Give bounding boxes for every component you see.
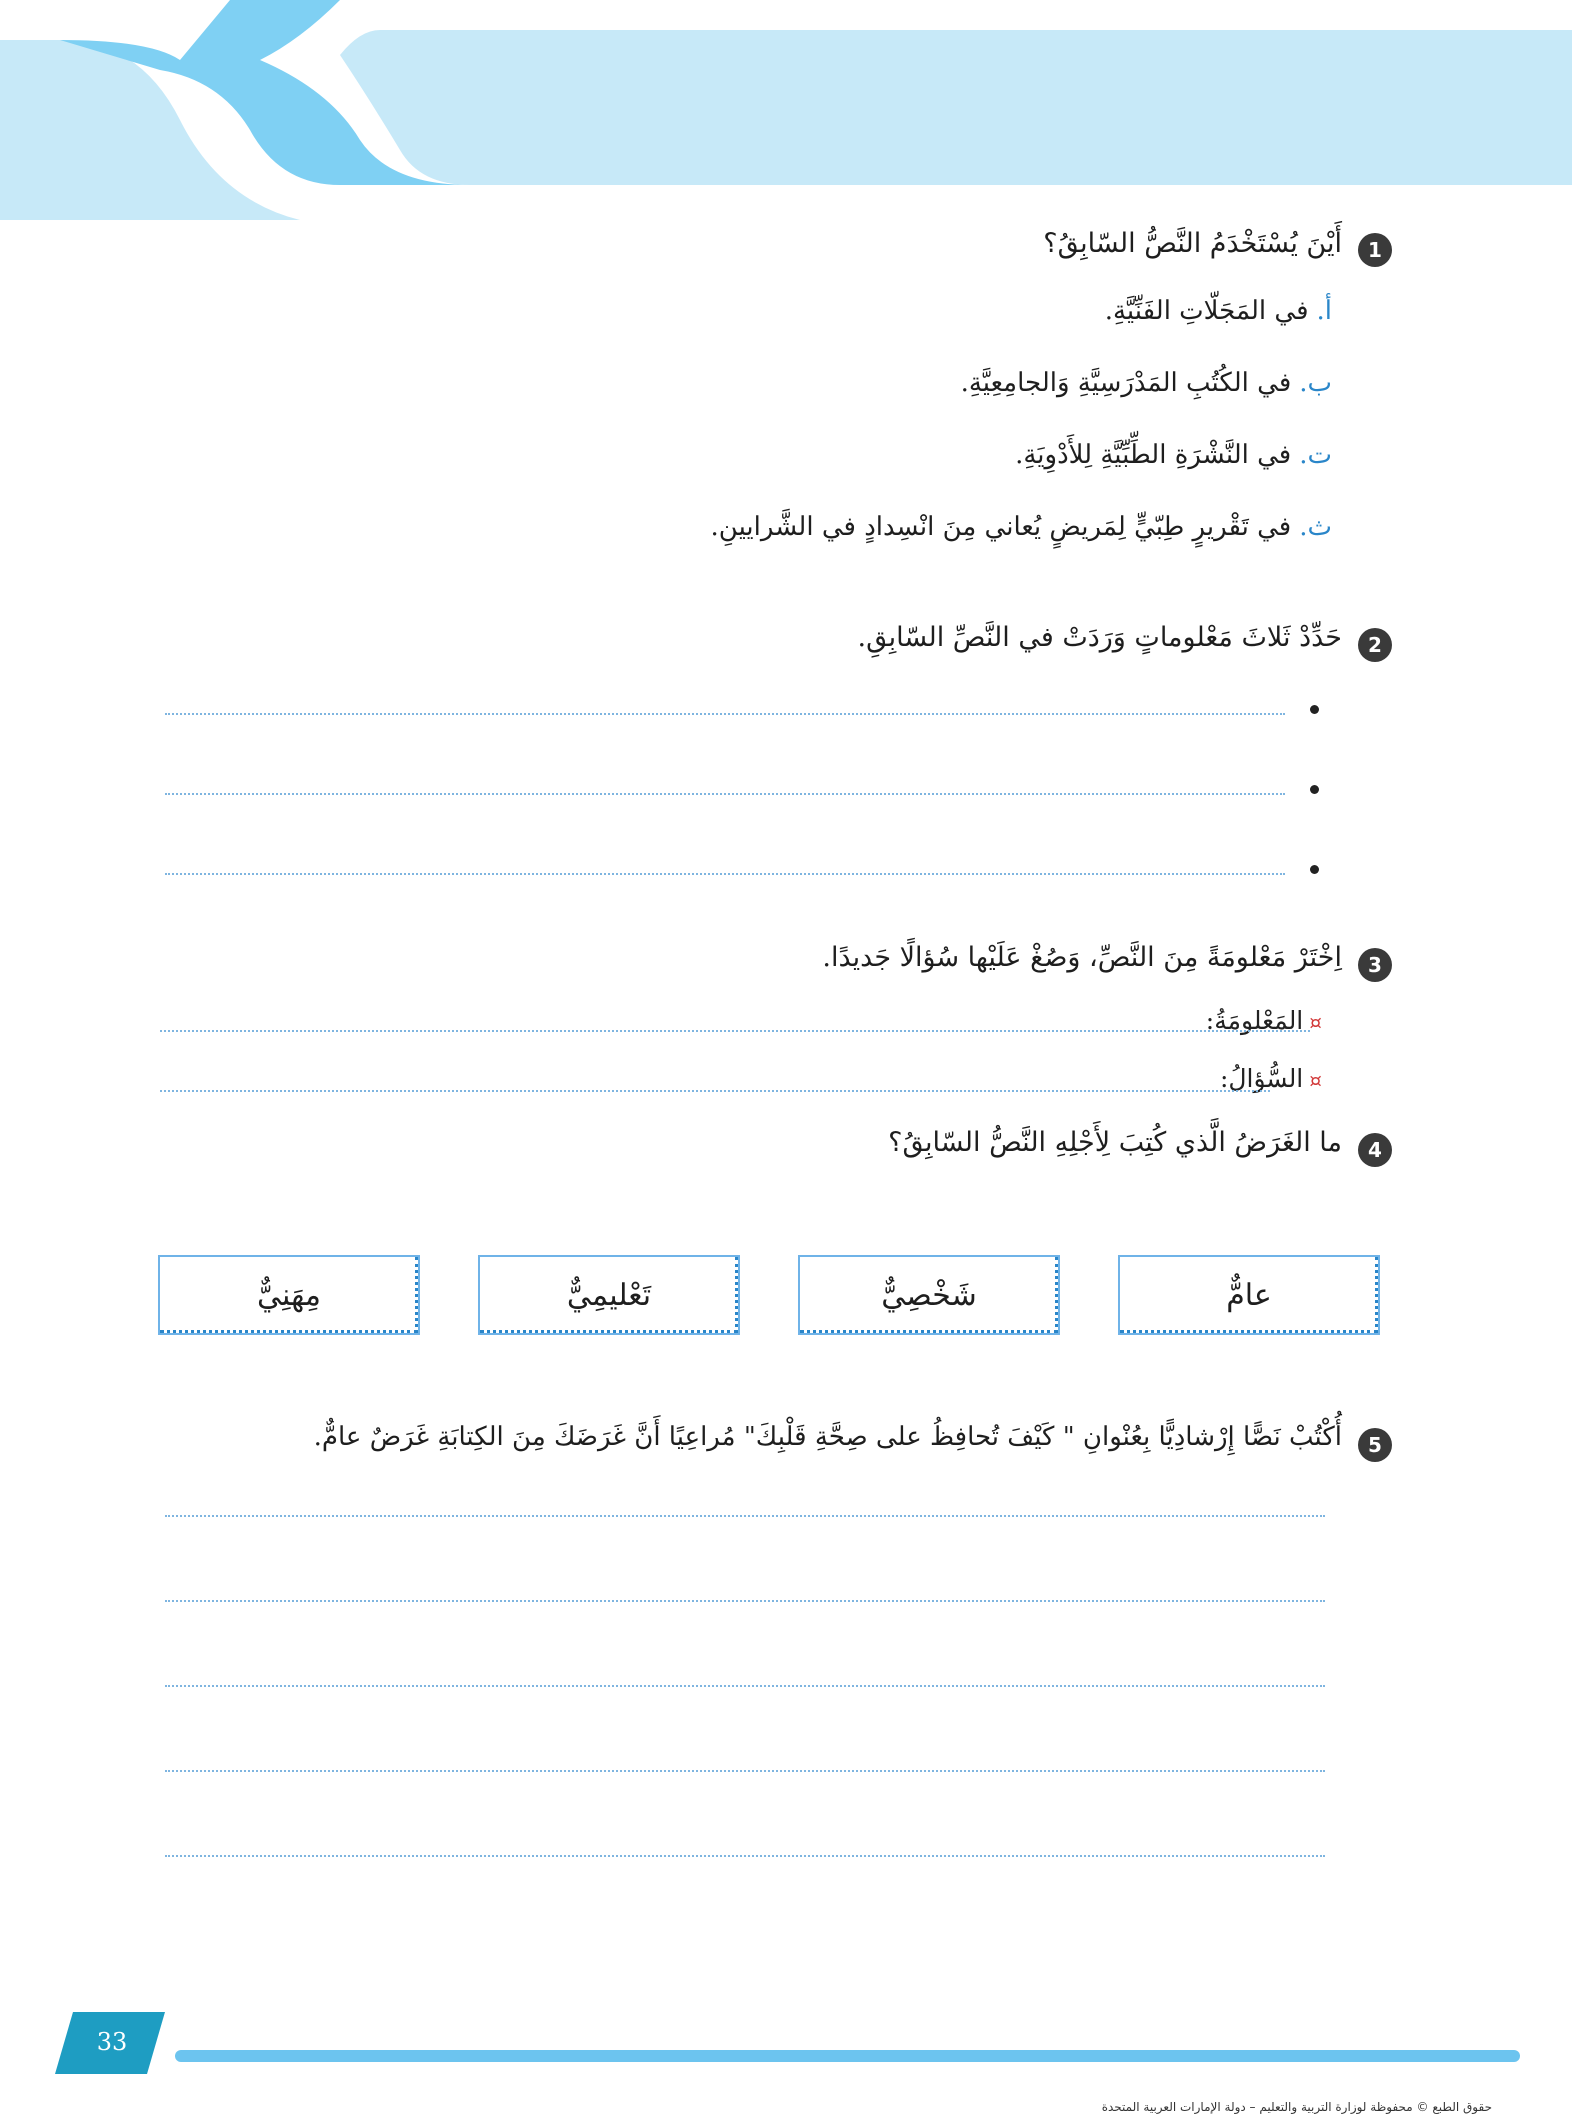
answer-line[interactable] xyxy=(165,793,1285,795)
answer-line[interactable] xyxy=(165,873,1285,875)
footer-bar xyxy=(175,2050,1520,2062)
star-bullet-icon: ¤ xyxy=(1309,1010,1322,1034)
question-4-number: 4 xyxy=(1358,1133,1392,1167)
choice-educational[interactable]: تَعْليمِيٌّ xyxy=(478,1255,740,1335)
question-5-text: أُكْتُبْ نَصًّا إِرْشادِيًّا بِعُنْوانِ " كَيْفَ تُحافِظُ على صِحَّةِ قَلْبِكَ" مُراعِيًا أَنَّ غَرَضَكَ مِنَ الكِتابَةِ غَرَضٌ عامٌّ. xyxy=(313,1422,1342,1452)
star-bullet-icon: ¤ xyxy=(1309,1068,1322,1092)
question-2-number: 2 xyxy=(1358,628,1392,662)
question-1-option-b[interactable] xyxy=(961,368,1332,398)
question-5-number: 5 xyxy=(1358,1428,1392,1462)
writing-line[interactable] xyxy=(165,1515,1325,1517)
bullet xyxy=(1310,705,1319,714)
question-3-text: اِخْتَرْ مَعْلومَةً مِنَ النَّصِّ، وَصُغْ عَلَيْها سُؤالًا جَديدًا. xyxy=(822,942,1342,973)
question-4-text: ما الغَرَضُ الَّذي كُتِبَ لِأَجْلِهِ النَّصُّ السّابِقُ؟ xyxy=(888,1127,1342,1158)
copyright-notice: حقوق الطبع © محفوظة لوزارة التربية والتعليم – دولة الإمارات العربية المتحدة xyxy=(1101,2100,1492,2114)
choice-personal[interactable]: شَخْصِيٌّ xyxy=(798,1255,1060,1335)
choice-professional[interactable]: مِهَنِيٌّ xyxy=(158,1255,420,1335)
choice-general[interactable]: عامٌّ xyxy=(1118,1255,1380,1335)
writing-line[interactable] xyxy=(165,1600,1325,1602)
writing-line[interactable] xyxy=(165,1685,1325,1687)
question-1-option-c[interactable] xyxy=(1015,440,1332,470)
option-letter: ث. xyxy=(1299,512,1332,542)
question-field-label xyxy=(1220,1064,1322,1093)
option-letter: ت. xyxy=(1299,440,1332,470)
question-3-number: 3 xyxy=(1358,948,1392,982)
option-text: في تَقْريرٍ طِبّيٍّ لِمَريضٍ يُعاني مِنَ انْسِدادٍ في الشَّرايينِ. xyxy=(710,512,1292,542)
info-answer-line[interactable] xyxy=(160,1030,1310,1032)
bullet xyxy=(1310,785,1319,794)
page-number: 33 xyxy=(96,2028,128,2056)
question-1-text: أَيْنَ يُسْتَخْدَمُ النَّصُّ السّابِقُ؟ xyxy=(1043,228,1342,259)
option-text: في الكُتُبِ المَدْرَسِيَّةِ وَالجامِعِيَّةِ. xyxy=(960,368,1292,398)
writing-line[interactable] xyxy=(165,1855,1325,1857)
header-banner xyxy=(0,0,1572,240)
banner-right-light xyxy=(340,30,1572,185)
answer-line[interactable] xyxy=(165,713,1285,715)
option-text: في النَّشْرَةِ الطِّبِّيَّةِ لِلأَدْوِيَةِ. xyxy=(1015,440,1292,470)
question-1-option-a[interactable] xyxy=(1105,296,1332,326)
field-label: السُّؤالُ: xyxy=(1219,1064,1304,1093)
option-letter: أ. xyxy=(1316,296,1332,326)
question-1-number: 1 xyxy=(1358,233,1392,267)
field-label: المَعْلومَةُ: xyxy=(1205,1006,1304,1035)
question-2-text: حَدِّدْ ثَلاثَ مَعْلوماتٍ وَرَدَتْ في النَّصِّ السّابِقِ. xyxy=(857,622,1342,653)
writing-line[interactable] xyxy=(165,1770,1325,1772)
bullet xyxy=(1310,865,1319,874)
option-text: في المَجَلّاتِ الفَنِّيَّةِ. xyxy=(1104,296,1309,326)
option-letter: ب. xyxy=(1299,368,1332,398)
question-1-option-d[interactable] xyxy=(711,512,1332,542)
question-answer-line[interactable] xyxy=(160,1090,1270,1092)
